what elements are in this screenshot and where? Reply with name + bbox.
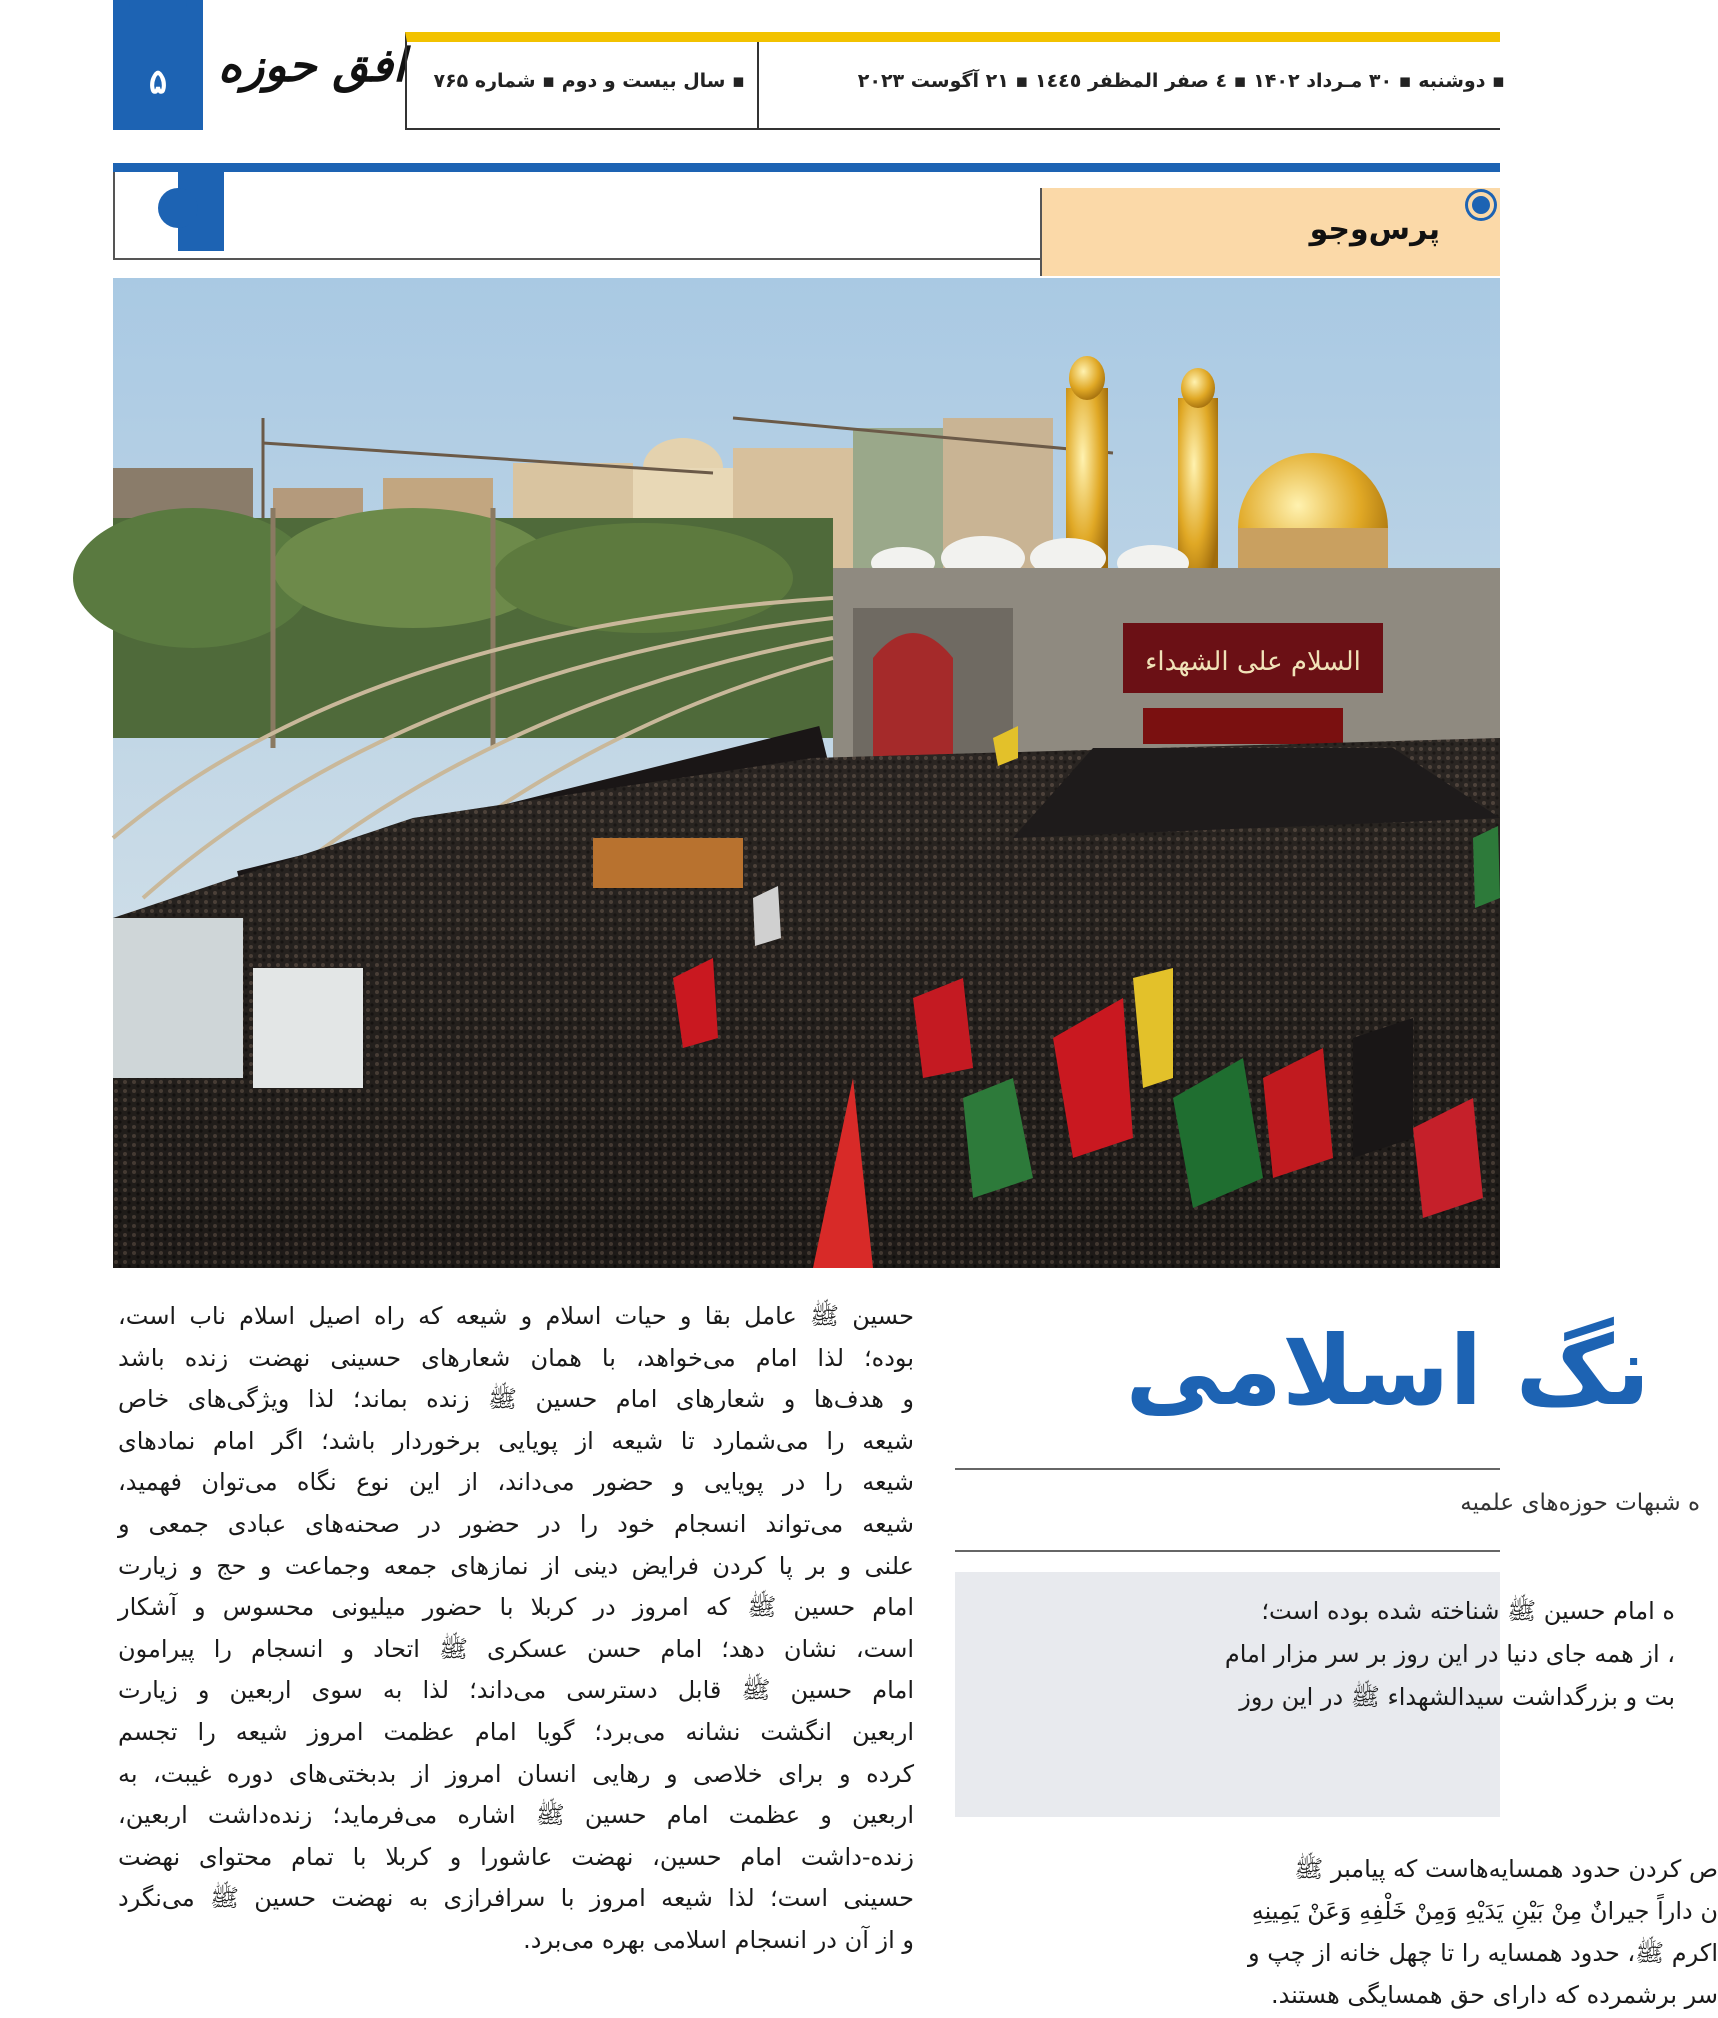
date-info: ▪ دوشنبه ▪ ۳۰ مـرداد ۱۴۰۲ ▪ ٤ صفر المظفر ١٤٤٥ ▪ ۲۱ آگوست ۲۰۲۳ — [857, 70, 1505, 92]
article-line: اکرم ﷺ، حدود همسایه را تا چهل خانه از چپ و — [1247, 1939, 1718, 1967]
newspaper-logo: افق حوزه — [218, 38, 406, 92]
article-line: شیعه را می‌شمارد تا شیعه از پویایی برخوردار باشد؛ اگر امام نمادهای — [118, 1426, 914, 1455]
section-label-box — [1040, 188, 1500, 276]
section-blue-rule — [113, 163, 1500, 172]
shrine-banner-text: السلام علی الشهداء — [1145, 647, 1361, 677]
article-headline: نگ اسلامی — [1125, 1315, 1650, 1427]
lead-line: ه امام حسین ﷺ شناخته شده بوده است؛ — [1261, 1597, 1675, 1625]
lead-line: ، از همه جای دنیا در این روز بر سر مزار امام — [1224, 1640, 1675, 1668]
article-line: امام حسین ﷺ قابل دسترسی می‌داند؛ لذا به سوی اربعین و زیارت — [118, 1676, 914, 1705]
article-line: بوده؛ لذا امام می‌خواهد، با همان شعارهای حسینی نهضت زنده باشد — [118, 1343, 914, 1372]
masthead-bar — [405, 32, 1505, 130]
article-line: امام حسین ﷺ که امروز در کربلا با حضور میلیونی محسوس و آشکار — [118, 1593, 914, 1622]
article-line: حسینی است؛ لذا شیعه امروز با سرافرازی به نهضت حسین ﷺ می‌نگرد — [118, 1884, 914, 1913]
article-line: و هدف‌ها و شعارهای امام حسین ﷺ زنده بماند؛ لذا ویژگی‌های خاص — [118, 1385, 914, 1414]
article-line: ص کردن حدود همسایه‌هاست که پیامبر ﷺ — [1294, 1855, 1718, 1883]
right-article-column — [958, 1848, 1718, 2018]
section-ornament-knob — [158, 188, 198, 228]
article-line: اربعین انگشت نشانه می‌برد؛ گویا امام عظمت امروز شیعه را تجسم — [118, 1717, 914, 1746]
page-number-tab — [113, 0, 203, 130]
lead-line: بت و بزرگداشت سیدالشهداء ﷺ در این روز — [1239, 1683, 1675, 1711]
lead-text — [975, 1590, 1675, 1719]
article-line: علنی و بر پا کردن فرایض دینی از نمازهای جمعه وجماعت و حج و زیارت — [118, 1551, 914, 1580]
pilgrimage-photo — [113, 278, 1500, 1268]
bullet-icon — [1468, 192, 1494, 218]
article-line: شیعه می‌تواند انسجام خود را در حضور در صحنه‌های عبادی جمعی و — [118, 1509, 914, 1538]
article-line: اربعین و عظمت امام حسین ﷺ اشاره می‌فرماید؛ زنده‌داشت اربعین، — [118, 1801, 914, 1830]
issue-info: ▪ سال بیست و دوم ▪ شماره ۷۶۵ — [433, 70, 745, 92]
divider — [955, 1468, 1500, 1470]
article-subtitle: ه شبهات حوزه‌های علمیه — [1460, 1490, 1700, 1516]
left-article-column — [118, 1296, 914, 1962]
article-line: کرده و برای خلاصی و رهایی انسان امروز از بدبختی‌های دوره غیبت، به — [118, 1759, 914, 1788]
article-line: است، نشان دهد؛ امام حسن عسکری ﷺ اتحاد و انسجام را پیرامون — [118, 1634, 914, 1663]
article-line: شیعه را در پویایی و حضور می‌داند، از این نوع نگاه می‌توان فهمید، — [118, 1468, 914, 1497]
article-line: سر برشمرده که دارای حق همسایگی هستند. — [1270, 1981, 1718, 2009]
divider — [955, 1550, 1500, 1552]
lead-box — [955, 1572, 1675, 1817]
karbala-shrine-crowd-image — [113, 278, 1500, 1268]
page-number: ۵ — [148, 62, 168, 102]
article-line: ن داراً جیرانٌ مِنْ بَیْنِ یَدَیْهِ وَمِنْ خَلْفِهِ وَعَنْ یَمِینِهِ — [1251, 1897, 1718, 1925]
article-line: زنده-داشت امام حسین، نهضت عاشورا و کربلا با تمام محتوای نهضت — [118, 1842, 914, 1871]
article-line: و از آن در انسجام اسلامی بهره می‌برد. — [523, 1925, 914, 1954]
section-label: پرس‌وجو — [1309, 212, 1440, 247]
article-line: حسین ﷺ عامل بقا و حیات اسلام و شیعه که راه اصیل اسلام ناب است، — [118, 1302, 914, 1330]
